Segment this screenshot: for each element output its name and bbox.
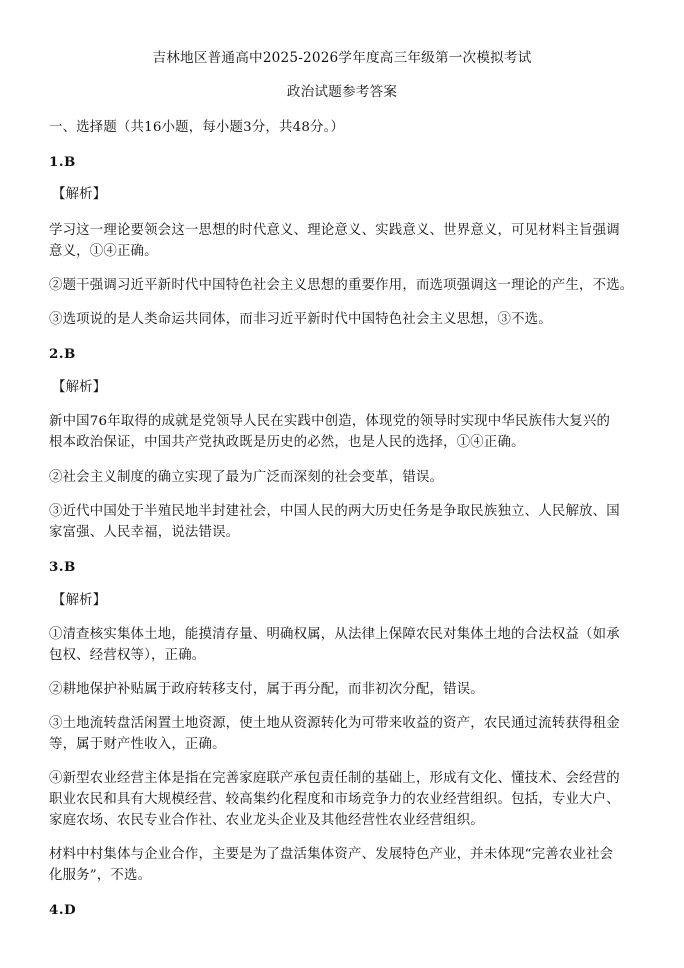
analysis-text-1a: 学习这一理论要领会这一思想的时代意义、理论意义、实践意义、世界意义，可见材料主旨强调 [49,223,620,238]
analysis-text-2c: ②社会主义制度的确立实现了最为广泛而深刻的社会变革，错误。 [49,470,444,485]
analysis-text-2a: 新中国76年取得的成就是党领导人民在实践中创造，体现党的领导时实现中华民族伟大复兴的 [49,414,611,429]
analysis-text-3i: 材料中村集体与企业合作，主要是为了盘活集体资产、发展特色产业，并未体现“完善农业社会 [49,847,614,862]
analysis-text-3b: 包权、经营权等），正确。 [49,648,206,663]
analysis-label-2: 【解析】 [52,380,107,395]
analysis-label-3: 【解析】 [52,593,107,608]
analysis-text-3h: 家庭农场、农民专业合作社、农业龙头企业及其他经营性农业经营组织。 [49,813,484,828]
analysis-text-1c: ②题干强调习近平新时代中国特色社会主义思想的重要作用，而选项强调这一理论的产生，不选。 [49,278,634,293]
section-heading: 一、选择题（共16小题，每小题3分，共48分。） [49,120,345,135]
answer-number-4: 4.D [49,902,77,918]
analysis-text-2b: 根本政治保证，中国共产党执政既是历史的必然，也是人民的选择，①④正确。 [49,435,525,450]
analysis-text-3a: ①清查核实集体土地，能摸清存量、明确权属，从法律上保障农民对集体土地的合法权益（如承 [49,627,620,642]
analysis-text-2e: 家富强、人民幸福，说法错误。 [49,525,240,540]
analysis-text-3e: 等，属于财产性收入，正确。 [49,737,226,752]
analysis-text-3j: 化服务”，不选。 [49,868,152,883]
analysis-text-3g: 职业农民和具有大规模经营、较高集约化程度和市场竞争力的农业经营组织。包括，专业大户、 [49,792,620,807]
answer-number-2: 2.B [49,346,76,362]
analysis-text-3f: ④新型农业经营主体是指在完善家庭联产承包责任制的基础上，形成有文化、懂技术、会经营的 [49,771,620,786]
document-subtitle: 政治试题参考答案 [286,84,398,100]
analysis-text-1d: ③选项说的是人类命运共同体，而非习近平新时代中国特色社会主义思想，③不选。 [49,312,552,327]
analysis-text-2d: ③近代中国处于半殖民地半封建社会，中国人民的两大历史任务是争取民族独立、人民解放、国 [49,504,620,519]
document-title: 吉林地区普通高中2025-2026学年度高三年级第一次模拟考试 [152,50,532,66]
analysis-text-1b: 意义，①④正确。 [49,244,158,259]
answer-number-3: 3.B [49,559,76,575]
analysis-label-1: 【解析】 [52,187,107,202]
analysis-text-3d: ③土地流转盘活闲置土地资源，使土地从资源转化为可带来收益的资产，农民通过流转获得租金 [49,716,620,731]
answer-number-1: 1.B [49,154,76,170]
analysis-text-3c: ②耕地保护补贴属于政府转移支付，属于再分配，而非初次分配，错误。 [49,682,484,697]
